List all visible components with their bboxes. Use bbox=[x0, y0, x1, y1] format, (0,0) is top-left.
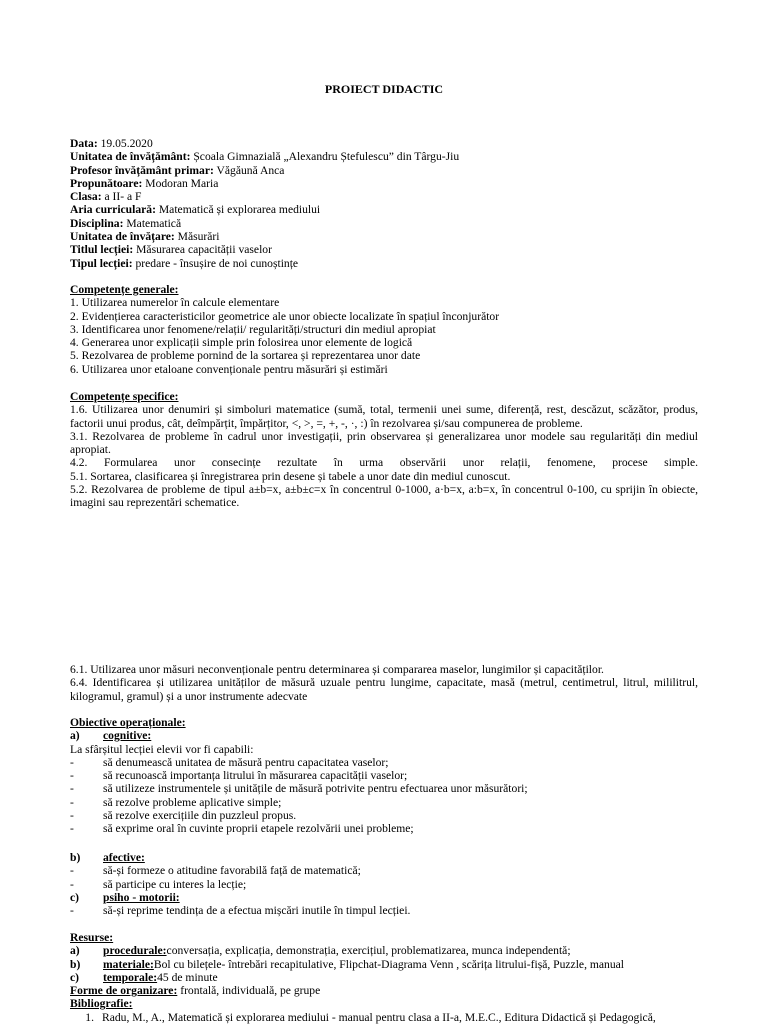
info-learning-unit: Unitatea de învățare: Măsurări bbox=[70, 230, 220, 244]
info-school: Unitatea de învățământ: Școala Gimnazială „Alexandru Ștefulescu” din Târgu-Jiu bbox=[70, 150, 460, 164]
info-lesson-title: Titlul lecției: Măsurarea capacității vaselor bbox=[70, 243, 272, 257]
objective-group-cognitive: a) cognitive: bbox=[70, 729, 152, 743]
specific-competences bbox=[70, 390, 698, 510]
document-title: PROIECT DIDACTIC bbox=[324, 82, 444, 96]
list-item: - să exprime oral în cuvinte proprii etapele rezolvării unei probleme; bbox=[70, 822, 414, 836]
bibliography-item: 1. Radu, M., A., Matematică și explorarea mediului - manual pentru clasa a II-a, M.E.C., Editura Didactică și Pedagogică, bbox=[85, 1010, 656, 1024]
info-lesson-type: Tipul lecției: predare - însușire de noi cunoștințe bbox=[70, 256, 299, 270]
section-heading: Competențe specifice: bbox=[70, 390, 179, 403]
objective-intro: La sfârșitul lecției elevii vor fi capabili: bbox=[70, 742, 254, 756]
section-heading: Competențe generale: bbox=[70, 283, 179, 296]
section-heading: Resurse: bbox=[70, 931, 114, 944]
info-teacher: Profesor învățământ primar: Văgăună Anca bbox=[70, 163, 285, 177]
list-item: - să recunoască importanța litrului în măsurarea capacității vaselor; bbox=[70, 769, 408, 783]
section-heading: Obiective operaționale: bbox=[70, 716, 186, 729]
list-item: 5. Rezolvarea de probleme pornind de la sortarea și reprezentarea unor date bbox=[70, 349, 421, 363]
info-curricular-area: Aria curriculară: Matematică și explorarea mediului bbox=[70, 203, 321, 217]
list-item: 2. Evidențierea caracteristicilor geometrice ale unor obiecte localizate în spațiul înconjurător bbox=[70, 309, 500, 323]
list-item: - să-și formeze o atitudine favorabilă față de matematică; bbox=[70, 864, 361, 878]
list-item: - să denumească unitatea de măsură pentru capacitatea vaselor; bbox=[70, 755, 389, 769]
list-item: 3.1. Rezolvarea de probleme în cadrul unor investigații, prin observarea și generalizarea unor modele sau regularități din mediul apropiat. bbox=[70, 429, 698, 457]
info-proposer: Propunătoare: Modoran Maria bbox=[70, 176, 219, 190]
list-item: - să participe cu interes la lecție; bbox=[70, 877, 247, 891]
organization-forms: Forme de organizare: frontală, individuală, pe grupe bbox=[70, 984, 321, 998]
list-item: 5.1. Sortarea, clasificarea și înregistrarea prin desene și tabele a unor date din mediul cunoscut. bbox=[70, 469, 511, 483]
list-item: 1.6. Utilizarea unor denumiri și simboluri matematice (sumă, total, termenii unei sume, diferență, rest, descăzut, scăzător, produs, factorii unui produs, cât, deîmpărțit, împărțitor, <, >, =, +, -, ·, :) în rezolvarea și/sau compunerea de probleme. bbox=[70, 403, 698, 430]
resource-item: b) materiale: Bol cu bilețele- întrebări recapitulative, Flipchat-Diagrama Venn , scărița litrului-fișă, Puzzle, manual bbox=[70, 957, 624, 971]
list-item: 4.2. Formularea unor consecințe rezultate în urma observării unor relații, fenomene, procese simple. bbox=[70, 456, 698, 470]
list-item: 6.4. Identificarea și utilizarea unităților de măsură uzuale pentru lungime, capacitate, masă (metrul, centimetrul, litrul, mililitrul, kilogramul, gramul) și a unor instrumente adecvate bbox=[70, 676, 698, 703]
objective-group-affective: b) afective: - să-și formeze o atitudine favorabilă față de matematică; - să participe cu interes la lecție; c) psiho - motorii: - să-și reprime tendința de a efectua mișcări inutile în timpul lecției. bbox=[70, 851, 698, 917]
info-subject: Disciplina: Matematică bbox=[70, 216, 182, 230]
info-class: Clasa: a II- a F bbox=[70, 190, 142, 204]
specific-competences-continued bbox=[70, 663, 698, 703]
list-item: 6.1. Utilizarea unor măsuri neconvenționale pentru determinarea și compararea maselor, lungimilor și capacităților. bbox=[70, 663, 604, 676]
list-item: 4. Generarea unor explicații simple prin folosirea unor elemente de logică bbox=[70, 336, 413, 350]
list-item: - să rezolve exercițiile din puzzleul propus. bbox=[70, 809, 297, 823]
lesson-info bbox=[70, 137, 698, 270]
objective-group-psychomotor: c) psiho - motorii: bbox=[70, 890, 180, 904]
resource-item: a) procedurale: conversația, explicația, demonstrația, exercițiul, problematizarea, munca independentă; bbox=[70, 944, 571, 958]
resource-item: c) temporale: 45 de minute bbox=[70, 970, 218, 984]
info-date: Data: 19.05.2020 bbox=[70, 137, 153, 150]
resources bbox=[70, 931, 698, 1024]
list-item: 1. Utilizarea numerelor în calcule elementare bbox=[70, 296, 280, 310]
list-item: - să-și reprime tendința de a efectua mișcări inutile în timpul lecției. bbox=[70, 904, 411, 918]
section-heading: Bibliografie: bbox=[70, 997, 133, 1011]
list-item: - să rezolve probleme aplicative simple; bbox=[70, 795, 282, 809]
list-item: - să utilizeze instrumentele și unitățile de măsură potrivite pentru efectuarea unor măsurători; bbox=[70, 782, 528, 796]
operational-objectives bbox=[70, 716, 698, 836]
list-item: 5.2. Rezolvarea de probleme de tipul a±b=x, a±b±c=x în concentrul 0-1000, a·b=x, a:b=x, în concentrul 0-100, cu sprijin în obiecte, imagini sau reprezentări schematice. bbox=[70, 483, 698, 510]
list-item: 3. Identificarea unor fenomene/relații/ regularități/structuri din mediul apropiat bbox=[70, 322, 436, 336]
list-item: 6. Utilizarea unor etaloane convenționale pentru măsurări și estimări bbox=[70, 362, 388, 376]
general-competences bbox=[70, 283, 698, 376]
